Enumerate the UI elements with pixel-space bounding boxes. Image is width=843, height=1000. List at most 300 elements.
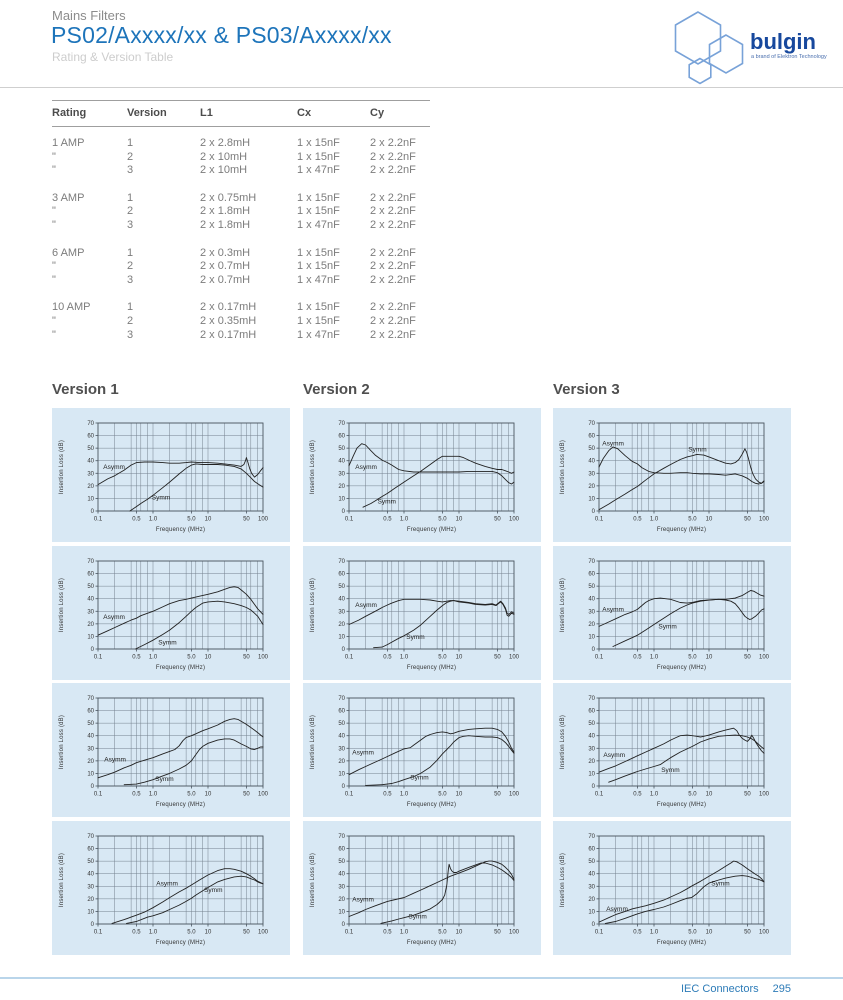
- svg-text:40: 40: [87, 871, 94, 878]
- bulgin-hexagons-icon: [676, 12, 743, 84]
- svg-text:Insertion Loss (dB): Insertion Loss (dB): [560, 439, 566, 495]
- svg-text:70: 70: [87, 421, 94, 427]
- svg-text:30: 30: [588, 746, 595, 753]
- svg-text:50: 50: [588, 446, 595, 453]
- table-cell: 3: [127, 164, 134, 177]
- table-row: [52, 260, 430, 274]
- svg-text:5.0: 5.0: [688, 929, 697, 936]
- svg-text:20: 20: [87, 483, 94, 490]
- svg-text:Asymm: Asymm: [103, 463, 125, 471]
- svg-text:60: 60: [588, 708, 595, 715]
- svg-text:10: 10: [204, 791, 212, 798]
- table-cell: 6 AMP: [52, 246, 85, 259]
- page-title: PS02/Axxxx/xx & PS03/Axxxx/xx: [51, 22, 392, 48]
- svg-text:5.0: 5.0: [438, 654, 447, 661]
- svg-text:Asymm: Asymm: [156, 880, 178, 888]
- svg-text:50: 50: [588, 721, 595, 728]
- svg-text:50: 50: [338, 584, 345, 591]
- svg-text:30: 30: [588, 609, 595, 616]
- svg-text:40: 40: [87, 458, 94, 465]
- svg-text:40: 40: [338, 458, 345, 465]
- svg-text:30: 30: [338, 884, 345, 891]
- table-row: [52, 233, 430, 261]
- table-cell: 2 x 0.3mH: [200, 246, 251, 259]
- header-divider: [0, 87, 843, 88]
- svg-text:0.5: 0.5: [383, 654, 392, 661]
- svg-text:10: 10: [338, 909, 345, 916]
- bulgin-logo: [650, 2, 843, 88]
- svg-text:30: 30: [87, 609, 94, 616]
- svg-text:30: 30: [87, 746, 94, 753]
- svg-text:0.5: 0.5: [633, 654, 642, 661]
- table-cell: ": [52, 328, 56, 341]
- table-cell: 1 x 47nF: [297, 164, 340, 177]
- svg-text:Frequency (MHz): Frequency (MHz): [656, 527, 707, 533]
- svg-text:70: 70: [338, 834, 345, 840]
- table-cell: 2 x 2.2nF: [370, 301, 416, 314]
- svg-text:20: 20: [588, 758, 595, 765]
- svg-text:40: 40: [87, 596, 94, 603]
- svg-text:0.1: 0.1: [93, 929, 103, 936]
- svg-text:0: 0: [90, 509, 94, 515]
- svg-text:5.0: 5.0: [187, 516, 196, 523]
- svg-text:1.0: 1.0: [399, 654, 409, 661]
- svg-text:40: 40: [87, 733, 94, 740]
- svg-text:70: 70: [588, 696, 595, 702]
- table-header-cell: L1: [200, 101, 297, 127]
- table-header-cell: Cx: [297, 101, 370, 127]
- svg-text:20: 20: [87, 758, 94, 765]
- svg-text:5.0: 5.0: [438, 791, 447, 798]
- svg-text:0.1: 0.1: [344, 654, 354, 661]
- table-row: [52, 329, 430, 343]
- svg-text:50: 50: [87, 446, 94, 453]
- svg-text:30: 30: [338, 746, 345, 753]
- svg-text:5.0: 5.0: [187, 654, 196, 661]
- svg-text:50: 50: [243, 654, 250, 661]
- page-subtitle: Rating & Version Table: [52, 50, 174, 64]
- insertion-loss-chart-version-3-row2: [553, 546, 791, 680]
- svg-text:0.5: 0.5: [633, 516, 642, 523]
- svg-text:Asymm: Asymm: [606, 905, 628, 913]
- svg-text:1.0: 1.0: [148, 929, 158, 936]
- svg-text:0.5: 0.5: [132, 791, 141, 798]
- svg-text:Symm: Symm: [406, 633, 425, 641]
- table-cell: 3 AMP: [52, 191, 85, 204]
- svg-text:100: 100: [508, 929, 520, 936]
- svg-text:Insertion Loss (dB): Insertion Loss (dB): [560, 577, 566, 633]
- table-cell: 2 x 1.8mH: [200, 205, 251, 218]
- svg-text:1.0: 1.0: [649, 791, 659, 798]
- svg-text:10: 10: [204, 516, 212, 523]
- table-cell: 2 x 0.17mH: [200, 328, 257, 341]
- svg-text:Symm: Symm: [658, 623, 677, 631]
- svg-text:Asymm: Asymm: [602, 606, 624, 614]
- table-cell: 2 x 2.2nF: [370, 314, 416, 327]
- table-cell: 2 x 0.35mH: [200, 314, 257, 327]
- table-row: [52, 205, 430, 219]
- svg-text:10: 10: [588, 634, 595, 641]
- svg-text:Insertion Loss (dB): Insertion Loss (dB): [59, 714, 65, 770]
- table-cell: 2 x 1.8mH: [200, 218, 251, 231]
- svg-text:1.0: 1.0: [148, 654, 158, 661]
- svg-text:50: 50: [338, 446, 345, 453]
- chart-grid: [52, 408, 791, 955]
- svg-text:100: 100: [758, 516, 770, 523]
- svg-text:100: 100: [508, 516, 520, 523]
- svg-text:10: 10: [338, 496, 345, 503]
- svg-text:Frequency (MHz): Frequency (MHz): [406, 802, 457, 808]
- svg-text:100: 100: [257, 791, 269, 798]
- table-cell: 2 x 0.17mH: [200, 301, 257, 314]
- svg-text:1.0: 1.0: [148, 791, 158, 798]
- svg-text:0.5: 0.5: [383, 929, 392, 936]
- table-cell: 2 x 10mH: [200, 150, 248, 163]
- svg-text:Insertion Loss (dB): Insertion Loss (dB): [310, 439, 316, 495]
- svg-text:0.1: 0.1: [93, 654, 103, 661]
- table-cell: 2 x 2.2nF: [370, 246, 416, 259]
- svg-text:50: 50: [494, 929, 501, 936]
- table-row: [52, 274, 430, 288]
- insertion-loss-chart-version-1-row2: [52, 546, 290, 680]
- svg-text:50: 50: [744, 791, 751, 798]
- svg-text:100: 100: [758, 929, 770, 936]
- svg-text:Frequency (MHz): Frequency (MHz): [406, 527, 457, 533]
- svg-text:Insertion Loss (dB): Insertion Loss (dB): [59, 852, 65, 908]
- svg-text:10: 10: [338, 771, 345, 778]
- svg-text:Symm: Symm: [711, 880, 730, 888]
- svg-text:Symm: Symm: [155, 776, 174, 783]
- product-category: Mains Filters: [52, 8, 126, 23]
- table-header-row: [52, 101, 430, 127]
- svg-text:50: 50: [744, 516, 751, 523]
- version-1-heading: Version 1: [52, 381, 119, 398]
- svg-text:10: 10: [87, 771, 94, 778]
- svg-text:50: 50: [87, 859, 94, 866]
- svg-text:10: 10: [705, 929, 713, 936]
- table-cell: ": [52, 205, 56, 218]
- svg-text:70: 70: [338, 696, 345, 702]
- svg-text:Insertion Loss (dB): Insertion Loss (dB): [310, 852, 316, 908]
- svg-text:20: 20: [338, 758, 345, 765]
- svg-text:70: 70: [87, 559, 94, 565]
- svg-text:50: 50: [243, 516, 250, 523]
- svg-text:0.1: 0.1: [93, 791, 103, 798]
- svg-text:Frequency (MHz): Frequency (MHz): [656, 665, 707, 671]
- svg-text:20: 20: [87, 896, 94, 903]
- footer-divider: [0, 977, 843, 979]
- svg-text:0: 0: [90, 784, 94, 790]
- table-cell: 2 x 2.2nF: [370, 191, 416, 204]
- insertion-loss-chart-version-1-row1: [52, 408, 290, 542]
- svg-text:50: 50: [494, 516, 501, 523]
- table-cell: 10 AMP: [52, 301, 91, 314]
- svg-text:5.0: 5.0: [187, 929, 196, 936]
- svg-text:30: 30: [87, 884, 94, 891]
- svg-text:70: 70: [588, 559, 595, 565]
- svg-text:60: 60: [87, 846, 94, 853]
- svg-text:0: 0: [90, 647, 94, 653]
- svg-text:Frequency (MHz): Frequency (MHz): [656, 802, 707, 808]
- svg-text:0: 0: [591, 509, 595, 515]
- table-cell: 1: [127, 191, 134, 204]
- svg-text:Asymm: Asymm: [352, 896, 374, 904]
- table-cell: 2 x 2.2nF: [370, 150, 416, 163]
- table-cell: 1 x 47nF: [297, 328, 340, 341]
- svg-text:10: 10: [87, 909, 94, 916]
- svg-text:Asymm: Asymm: [352, 749, 374, 757]
- svg-text:70: 70: [588, 834, 595, 840]
- insertion-loss-chart-version-3-row4: [553, 821, 791, 955]
- version-3-heading: Version 3: [553, 381, 620, 398]
- svg-text:40: 40: [588, 458, 595, 465]
- table-header-cell: Cy: [370, 101, 430, 127]
- table-row: [52, 127, 430, 151]
- svg-text:Insertion Loss (dB): Insertion Loss (dB): [560, 852, 566, 908]
- table-header-cell: Rating: [52, 101, 127, 127]
- table-cell: 3: [127, 328, 134, 341]
- svg-text:50: 50: [243, 791, 250, 798]
- svg-text:100: 100: [257, 929, 269, 936]
- svg-text:20: 20: [338, 621, 345, 628]
- svg-text:0.1: 0.1: [594, 791, 604, 798]
- table-cell: 2: [127, 150, 134, 163]
- svg-text:40: 40: [588, 871, 595, 878]
- svg-text:60: 60: [338, 571, 345, 578]
- svg-text:Symm: Symm: [410, 774, 429, 782]
- table-cell: ": [52, 314, 56, 327]
- table-cell: 3: [127, 218, 134, 231]
- svg-text:Insertion Loss (dB): Insertion Loss (dB): [59, 577, 65, 633]
- table-cell: 2: [127, 205, 134, 218]
- table-cell: 1 x 15nF: [297, 314, 340, 327]
- svg-text:50: 50: [87, 721, 94, 728]
- table-cell: 1 x 47nF: [297, 218, 340, 231]
- svg-text:50: 50: [588, 584, 595, 591]
- svg-text:10: 10: [588, 909, 595, 916]
- table-cell: ": [52, 218, 56, 231]
- insertion-loss-chart-version-2-row2: [303, 546, 541, 680]
- svg-text:1.0: 1.0: [399, 516, 409, 523]
- svg-text:0.5: 0.5: [132, 929, 141, 936]
- table-cell: 2 x 2.8mH: [200, 137, 251, 149]
- svg-text:50: 50: [744, 654, 751, 661]
- svg-text:30: 30: [338, 471, 345, 478]
- table-cell: 1 x 15nF: [297, 137, 340, 149]
- svg-text:50: 50: [338, 859, 345, 866]
- insertion-loss-chart-version-2-row1: [303, 408, 541, 542]
- svg-text:Symm: Symm: [204, 886, 223, 894]
- svg-text:50: 50: [338, 721, 345, 728]
- svg-text:60: 60: [87, 433, 94, 440]
- svg-text:60: 60: [338, 708, 345, 715]
- table-row: [52, 287, 430, 315]
- svg-text:Symm: Symm: [151, 494, 171, 502]
- svg-text:60: 60: [588, 571, 595, 578]
- svg-text:0.1: 0.1: [344, 929, 354, 936]
- table-cell: 1: [127, 301, 134, 314]
- svg-text:40: 40: [338, 871, 345, 878]
- svg-text:Frequency (MHz): Frequency (MHz): [155, 665, 206, 671]
- svg-text:60: 60: [87, 571, 94, 578]
- svg-text:5.0: 5.0: [688, 654, 697, 661]
- svg-text:0.5: 0.5: [383, 516, 392, 523]
- svg-text:0: 0: [341, 784, 345, 790]
- table-cell: 1 x 15nF: [297, 260, 340, 273]
- svg-text:0: 0: [591, 647, 595, 653]
- svg-text:100: 100: [758, 791, 770, 798]
- svg-text:0.1: 0.1: [344, 791, 354, 798]
- svg-text:0.1: 0.1: [344, 516, 354, 523]
- svg-text:0.5: 0.5: [132, 516, 141, 523]
- table-cell: 1 x 15nF: [297, 150, 340, 163]
- svg-text:0.5: 0.5: [633, 929, 642, 936]
- page-number: 295: [772, 983, 791, 995]
- svg-text:10: 10: [338, 634, 345, 641]
- svg-text:50: 50: [588, 859, 595, 866]
- svg-text:1.0: 1.0: [399, 929, 409, 936]
- table-cell: 1: [127, 137, 134, 149]
- table-cell: 2 x 10mH: [200, 164, 248, 177]
- svg-text:50: 50: [87, 584, 94, 591]
- svg-text:0: 0: [341, 509, 345, 515]
- svg-text:10: 10: [455, 654, 463, 661]
- svg-text:0: 0: [591, 922, 595, 928]
- svg-text:20: 20: [338, 483, 345, 490]
- svg-text:0.5: 0.5: [383, 791, 392, 798]
- svg-text:100: 100: [257, 654, 269, 661]
- footer: [681, 983, 791, 995]
- svg-text:10: 10: [455, 929, 463, 936]
- svg-text:Frequency (MHz): Frequency (MHz): [155, 802, 206, 808]
- table-cell: 2 x 2.2nF: [370, 273, 416, 286]
- svg-text:Insertion Loss (dB): Insertion Loss (dB): [310, 577, 316, 633]
- svg-text:70: 70: [87, 696, 94, 702]
- table-cell: 1 x 15nF: [297, 246, 340, 259]
- svg-text:10: 10: [588, 496, 595, 503]
- table-cell: 2 x 0.75mH: [200, 191, 257, 204]
- svg-text:10: 10: [705, 791, 713, 798]
- rating-table-body: [52, 127, 430, 343]
- svg-text:50: 50: [243, 929, 250, 936]
- svg-text:20: 20: [588, 621, 595, 628]
- svg-text:0.1: 0.1: [594, 654, 604, 661]
- svg-text:5.0: 5.0: [688, 516, 697, 523]
- svg-text:0.1: 0.1: [93, 516, 103, 523]
- table-row: [52, 315, 430, 329]
- insertion-loss-chart-version-2-row4: [303, 821, 541, 955]
- svg-text:Symm: Symm: [661, 767, 680, 775]
- svg-text:Frequency (MHz): Frequency (MHz): [155, 527, 206, 533]
- svg-text:40: 40: [588, 733, 595, 740]
- brand-tagline: a brand of Elektron Technology: [751, 54, 827, 60]
- svg-text:1.0: 1.0: [649, 929, 659, 936]
- svg-text:1.0: 1.0: [649, 516, 659, 523]
- svg-text:100: 100: [508, 791, 520, 798]
- svg-text:50: 50: [494, 654, 501, 661]
- svg-text:100: 100: [257, 516, 269, 523]
- svg-text:60: 60: [338, 433, 345, 440]
- table-cell: 1 x 15nF: [297, 301, 340, 314]
- table-cell: 2 x 2.2nF: [370, 328, 416, 341]
- svg-text:30: 30: [588, 884, 595, 891]
- insertion-loss-chart-version-3-row1: [553, 408, 791, 542]
- svg-text:Frequency (MHz): Frequency (MHz): [656, 940, 707, 946]
- svg-text:Asymm: Asymm: [355, 463, 377, 471]
- svg-text:20: 20: [588, 483, 595, 490]
- insertion-loss-chart-version-3-row3: [553, 683, 791, 817]
- svg-text:10: 10: [705, 516, 713, 523]
- table-row: [52, 151, 430, 165]
- svg-text:60: 60: [338, 846, 345, 853]
- table-cell: 2 x 0.7mH: [200, 260, 251, 273]
- svg-text:100: 100: [508, 654, 520, 661]
- table-cell: 1 x 47nF: [297, 273, 340, 286]
- table-cell: 2 x 0.7mH: [200, 273, 251, 286]
- insertion-loss-chart-version-2-row3: [303, 683, 541, 817]
- table-cell: 1 x 15nF: [297, 205, 340, 218]
- svg-text:0.1: 0.1: [594, 516, 604, 523]
- svg-text:Frequency (MHz): Frequency (MHz): [406, 940, 457, 946]
- svg-text:Insertion Loss (dB): Insertion Loss (dB): [310, 714, 316, 770]
- table-cell: 1 x 15nF: [297, 191, 340, 204]
- svg-text:10: 10: [87, 634, 94, 641]
- svg-text:0.1: 0.1: [594, 929, 604, 936]
- table-cell: 3: [127, 273, 134, 286]
- table-row: [52, 164, 430, 178]
- svg-text:1.0: 1.0: [399, 791, 409, 798]
- svg-text:0.5: 0.5: [132, 654, 141, 661]
- svg-text:30: 30: [87, 471, 94, 478]
- svg-text:70: 70: [87, 834, 94, 840]
- svg-text:20: 20: [338, 896, 345, 903]
- svg-text:0: 0: [591, 784, 595, 790]
- svg-text:10: 10: [455, 791, 463, 798]
- svg-text:Asymm: Asymm: [602, 440, 624, 448]
- svg-text:50: 50: [494, 791, 501, 798]
- svg-text:10: 10: [204, 654, 212, 661]
- svg-text:Asymm: Asymm: [603, 752, 626, 760]
- svg-text:Insertion Loss (dB): Insertion Loss (dB): [560, 714, 566, 770]
- footer-section-label: IEC Connectors: [680, 983, 759, 995]
- table-cell: 2 x 2.2nF: [370, 260, 416, 273]
- table-cell: 2 x 2.2nF: [370, 137, 416, 149]
- version-2-heading: Version 2: [303, 381, 370, 398]
- table-cell: 2 x 2.2nF: [370, 164, 416, 177]
- svg-text:5.0: 5.0: [438, 516, 447, 523]
- svg-text:70: 70: [588, 421, 595, 427]
- svg-text:Asymm: Asymm: [355, 601, 377, 609]
- svg-text:10: 10: [204, 929, 212, 936]
- svg-text:Frequency (MHz): Frequency (MHz): [155, 940, 206, 946]
- table-cell: 1 AMP: [52, 137, 85, 149]
- insertion-loss-chart-version-1-row3: [52, 683, 290, 817]
- svg-text:20: 20: [87, 621, 94, 628]
- table-cell: 2 x 2.2nF: [370, 205, 416, 218]
- svg-text:Frequency (MHz): Frequency (MHz): [406, 665, 457, 671]
- table-row: [52, 219, 430, 233]
- svg-text:30: 30: [338, 609, 345, 616]
- svg-text:10: 10: [588, 771, 595, 778]
- insertion-loss-chart-version-1-row4: [52, 821, 290, 955]
- svg-text:10: 10: [705, 654, 713, 661]
- table-cell: ": [52, 273, 56, 286]
- svg-text:20: 20: [588, 896, 595, 903]
- svg-text:Insertion Loss (dB): Insertion Loss (dB): [59, 439, 65, 495]
- svg-text:0: 0: [341, 647, 345, 653]
- table-row: [52, 178, 430, 206]
- svg-text:Symm: Symm: [688, 446, 707, 454]
